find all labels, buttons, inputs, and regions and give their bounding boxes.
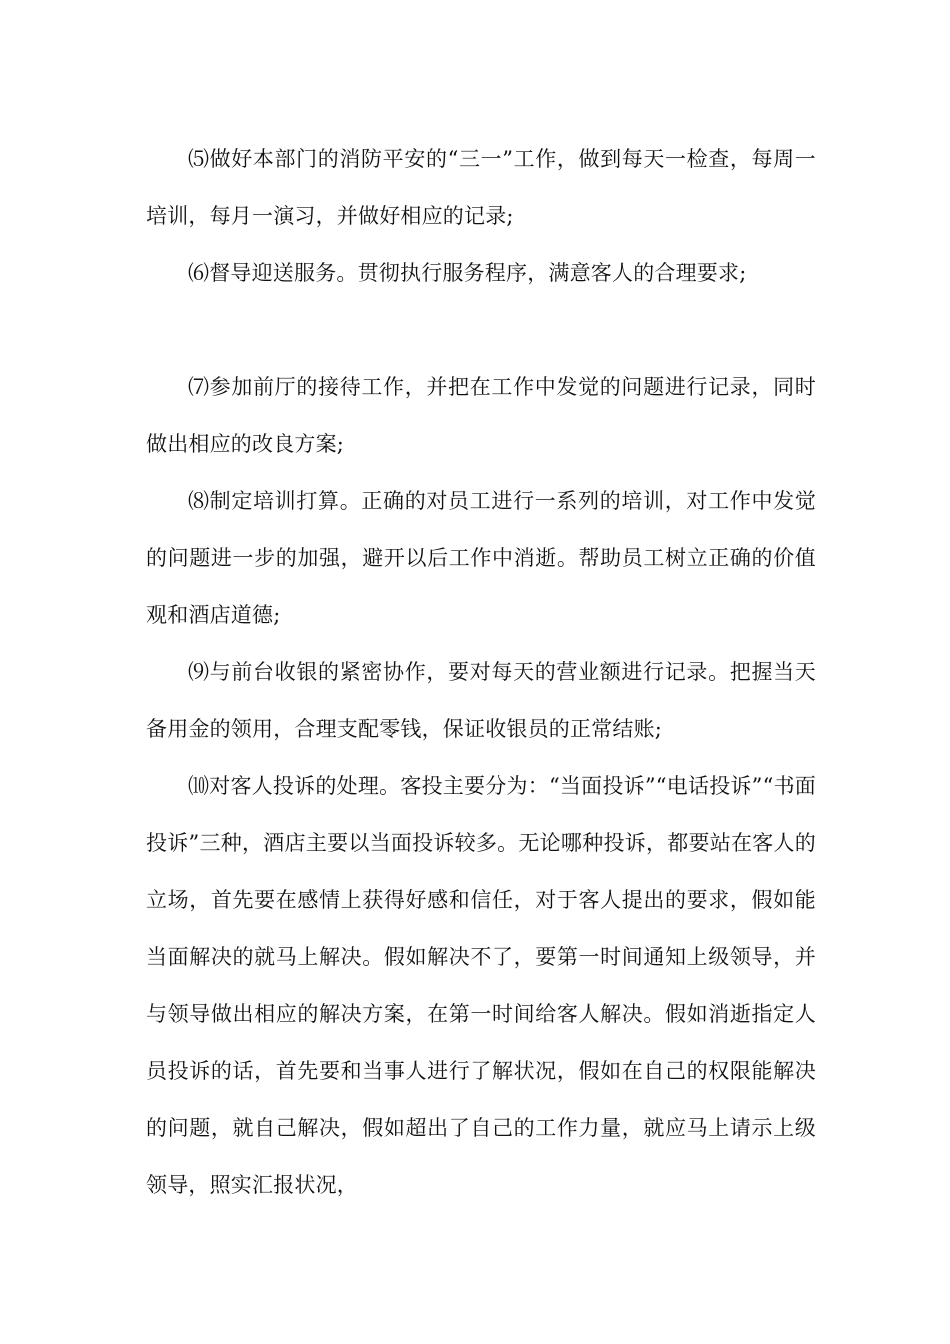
- paragraph-item-10: ⑽对客人投诉的处理。客投主要分为：“当面投诉”“电话投诉”“书面投诉”三种，酒店主要以当面投诉较多。无论哪种投诉，都要站在客人的立场，首先要在感情上获得好感和信任，对于客人提出的要求，假如能当面解决的就马上解决。假如解决不了，要第一时间通知上级领导，并与领导做出相应的解决方案，在第一时间给客人解决。假如消逝指定人员投诉的话，首先要和当事人进行了解状况，假如在自己的权限能解决的问题，就自己解决，假如超出了自己的工作力量，就应马上请示上级领导，照实汇报状况，: [146, 774, 816, 1197]
- paragraph-item-6: ⑹督导迎送服务。贯彻执行服务程序，满意客人的合理要求;: [188, 261, 747, 285]
- paragraph-item-5: ⑸做好本部门的消防平安的“三一”工作，做到每天一检查，每周一培训，每月一演习，并做好相应的记录;: [146, 147, 816, 228]
- paragraph-item-7: ⑺参加前厅的接待工作，并把在工作中发觉的问题进行记录，同时做出相应的改良方案;: [146, 375, 816, 456]
- document-body: [146, 131, 816, 1214]
- paragraph-item-8: ⑻制定培训打算。正确的对员工进行一系列的培训，对工作中发觉的问题进一步的加强，避开以后工作中消逝。帮助员工树立正确的价值观和酒店道德;: [146, 489, 816, 627]
- paragraph-item-9: ⑼与前台收银的紧密协作，要对每天的营业额进行记录。把握当天备用金的领用，合理支配零钱，保证收银员的正常结账;: [146, 660, 816, 741]
